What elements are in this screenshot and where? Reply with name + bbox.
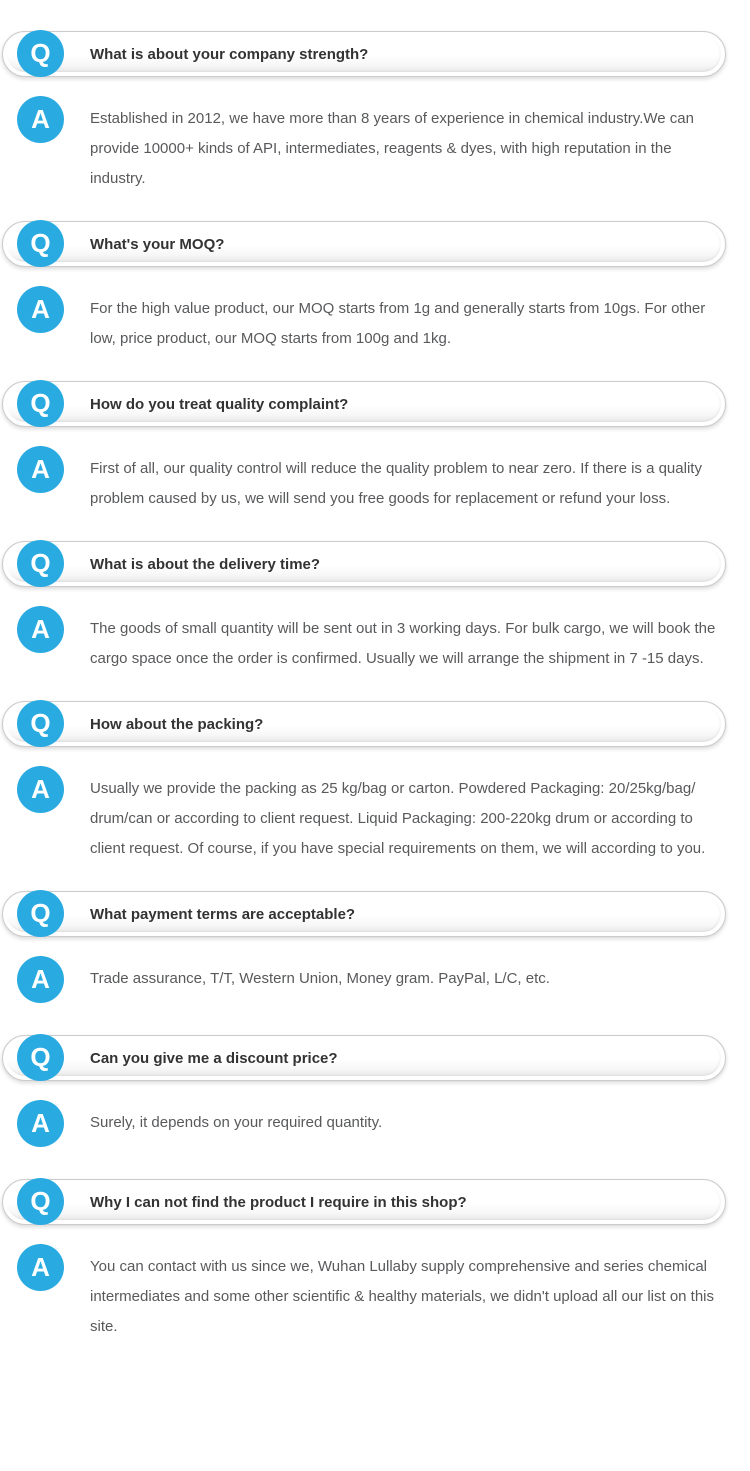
answer-text: Usually we provide the packing as 25 kg/bag or carton. Powdered Packaging: 20/25kg/bag/ drum/can or according to client request. Liquid Packaging: 200-220kg drum or according to client request. Of course, if you have special requirements on them, we will according to you. [90,780,706,857]
question-row [2,890,726,938]
question-bar-inner [7,1184,721,1220]
answer-row [2,1252,718,1342]
question-badge: Q [17,540,64,587]
faq-item [0,220,750,354]
answer-badge: A [17,956,64,1003]
answer-text: For the high value product, our MOQ starts from 1g and generally starts from 10gs. For other low, price product, our MOQ starts from 100g and 1kg. [90,300,706,347]
question-bar [2,1035,726,1081]
question-row [2,1178,726,1226]
question-text: What's your MOQ? [90,235,225,253]
question-text: How do you treat quality complaint? [90,395,349,413]
question-bar [2,701,726,747]
question-bar-inner [7,546,721,582]
answer-badge: A [17,766,64,813]
question-bar-inner [7,36,721,72]
question-row [2,1034,726,1082]
answer-text: The goods of small quantity will be sent out in 3 working days. For bulk cargo, we will book the cargo space once the order is confirmed. Usually we will arrange the shipment in 7 -15 days. [90,620,716,667]
question-badge: Q [17,700,64,747]
faq-item [0,380,750,514]
question-bar-inner [7,386,721,422]
question-text: Can you give me a discount price? [90,1049,338,1067]
question-text: What payment terms are acceptable? [90,905,356,923]
question-text: Why I can not find the product I require in this shop? [90,1193,467,1211]
question-badge: Q [17,1034,64,1081]
question-badge: Q [17,30,64,77]
question-badge: Q [17,890,64,937]
question-row [2,380,726,428]
question-text: How about the packing? [90,715,264,733]
question-bar-inner [7,226,721,262]
answer-text: Surely, it depends on your required quantity. [90,1114,383,1131]
answer-badge: A [17,1100,64,1147]
answer-row [2,964,718,1008]
question-bar-inner [7,1040,721,1076]
answer-badge: A [17,446,64,493]
answer-text: Established in 2012, we have more than 8 years of experience in chemical industry.We can provide 10000+ kinds of API, intermediates, reagents & dyes, with high reputation in the industry. [90,110,694,187]
question-row [2,540,726,588]
question-row [2,30,726,78]
answer-row [2,454,718,514]
question-bar-inner [7,706,721,742]
question-row [2,220,726,268]
question-bar [2,891,726,937]
faq-item [0,540,750,674]
answer-row [2,104,718,194]
question-bar [2,221,726,267]
faq-item [0,1178,750,1342]
question-bar [2,31,726,77]
answer-text: You can contact with us since we, Wuhan Lullaby supply comprehensive and series chemical intermediates and some other scientific & healthy materials, we didn't upload all our list on this site. [90,1258,715,1335]
question-badge: Q [17,380,64,427]
faq-item [0,30,750,194]
question-bar-inner [7,896,721,932]
question-badge: Q [17,1178,64,1225]
answer-row [2,614,718,674]
answer-row [2,294,718,354]
question-row [2,700,726,748]
question-badge: Q [17,220,64,267]
question-bar [2,1179,726,1225]
answer-badge: A [17,286,64,333]
answer-row [2,774,718,864]
question-text: What is about your company strength? [90,45,369,63]
faq-item [0,890,750,1008]
faq-item [0,700,750,864]
question-bar [2,541,726,587]
answer-badge: A [17,96,64,143]
answer-row [2,1108,718,1152]
answer-text: Trade assurance, T/T, Western Union, Money gram. PayPal, L/C, etc. [90,970,550,987]
answer-badge: A [17,1244,64,1291]
faq-item [0,1034,750,1152]
answer-text: First of all, our quality control will reduce the quality problem to near zero. If there is a quality problem caused by us, we will send you free goods for replacement or refund your loss. [90,460,702,507]
answer-badge: A [17,606,64,653]
question-text: What is about the delivery time? [90,555,321,573]
question-bar [2,381,726,427]
